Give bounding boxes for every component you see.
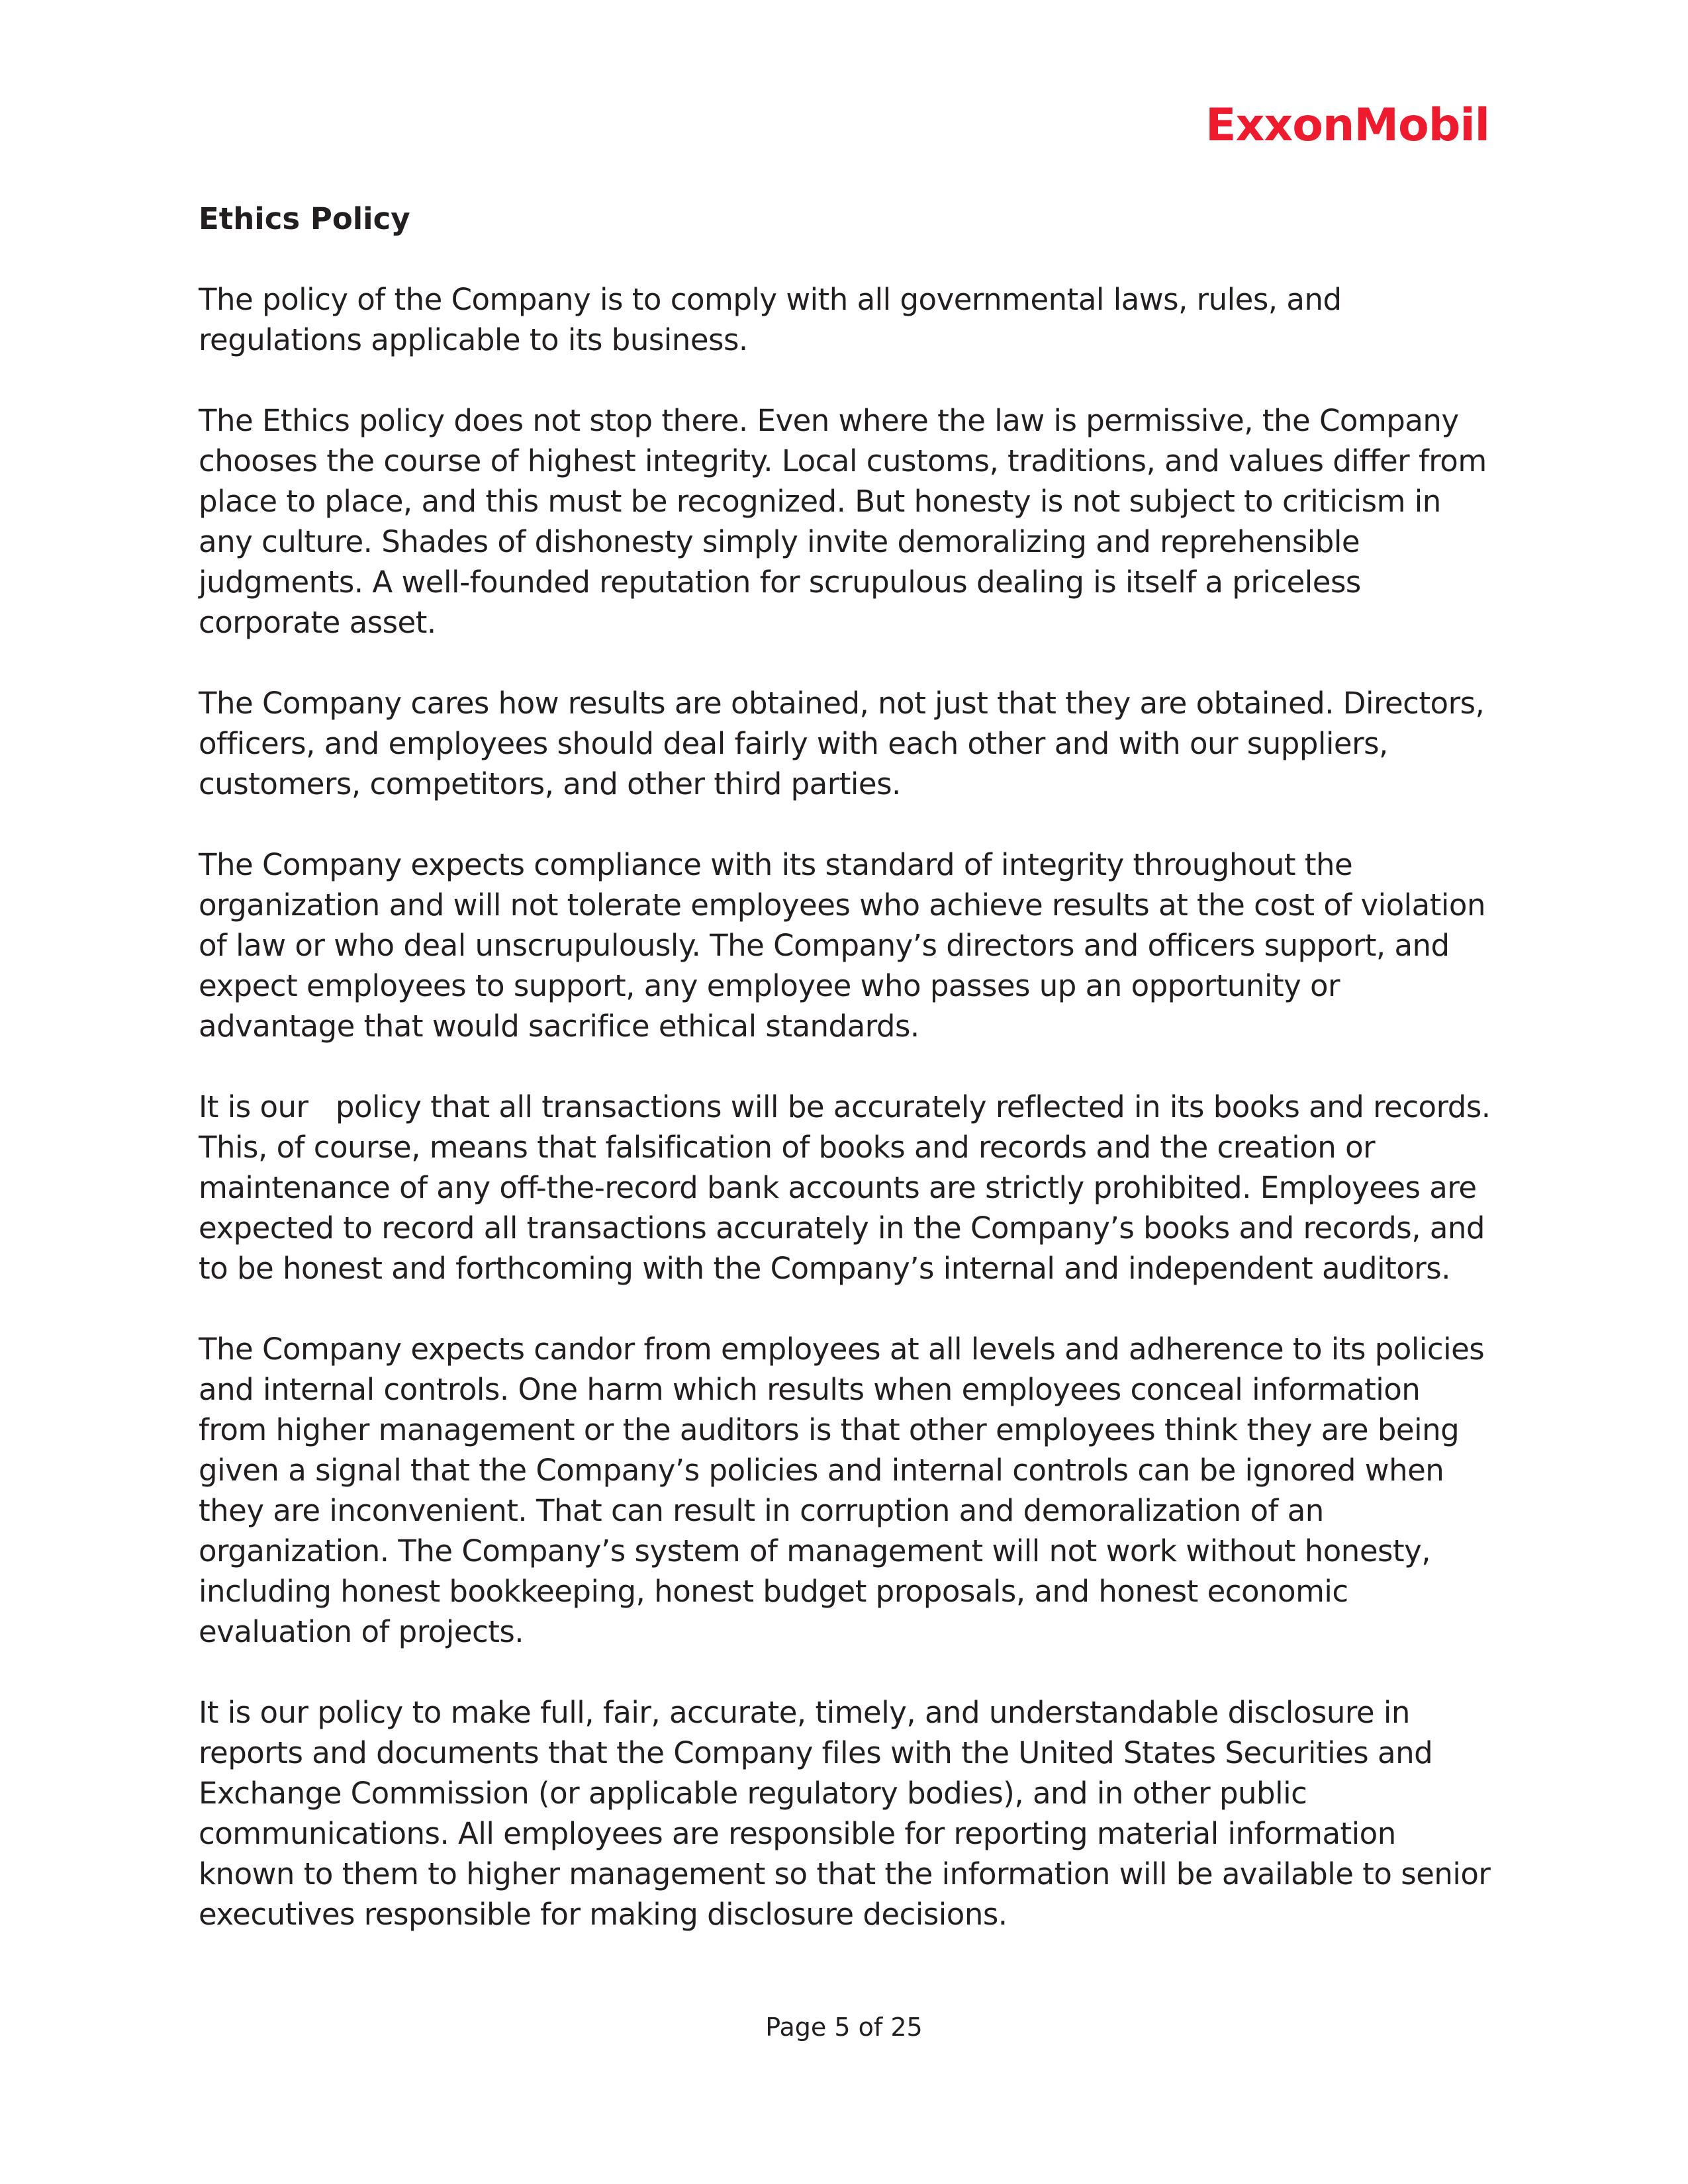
page-title: Ethics Policy [199,201,410,236]
paragraph-standards: The Company expects compliance with its standard of integrity throughout the organization and will not tolerate employees who achieve results at the cost of violation of law or who deal unscrupulously. The Company’s directors and officers support, and expect employees to support, any employee who passes up an opportunity or advantage that would sacrifice ethical standards. [199,847,1485,1044]
paragraph-compliance: The policy of the Company is to comply with all governmental laws, rules, and regulations applicable to its business. [199,282,1342,357]
paragraph-candor: The Company expects candor from employees at all levels and adherence to its policies and internal controls. One harm which results when employees conceal information from higher management or the auditors is that other employees think they are being given a signal that the Company’s policies and internal controls can be ignored when they are inconvenient. That can result in corruption and demoralization of an organization. The Company’s system of management will not work without honesty, including honest bookkeeping, honest budget proposals, and honest economic evaluation of projects. [199,1332,1485,1649]
paragraph-books-records: It is our policy that all transactions will be accurately reflected in its books and records. This, of course, means that falsification of books and records and the creation or maintenance of any off-the-record bank accounts are strictly prohibited. Employees are expected to record all transactions accurately in the Company’s books and records, and to be honest and forthcoming with the Company’s internal and independent auditors. [199,1089,1500,1286]
paragraph-disclosure: It is our policy to make full, fair, accurate, timely, and understandable disclosure in reports and documents that the Company files with the United States Securities and Exchange Commission (or applicable regulatory bodies), and in other public communications. All employees are responsible for reporting material information known to them to higher management so that the information will be available to senior executives responsible for making disclosure decisions. [199,1695,1491,1932]
logo-text: ExxonMobil [1205,99,1489,152]
paragraph-fair-dealing: The Company cares how results are obtained, not just that they are obtained. Directors, officers, and employees should deal fairly with each other and with our suppliers, customers, competitors, and other third parties. [199,686,1485,801]
page-number: Page 5 of 25 [765,2013,923,2042]
paragraph-integrity: The Ethics policy does not stop there. Even where the law is permissive, the Company chooses the course of highest integrity. Local customs, traditions, and values differ from place to place, and this must be recognized. But honesty is not subject to criticism in any culture. Shades of dishonesty simply invite demoralizing and reprehensible judgments. A well-founded reputation for scrupulous dealing is itself a priceless corporate asset. [199,403,1487,640]
document-body [199,199,1500,1975]
exxonmobil-logo [1205,99,1489,152]
